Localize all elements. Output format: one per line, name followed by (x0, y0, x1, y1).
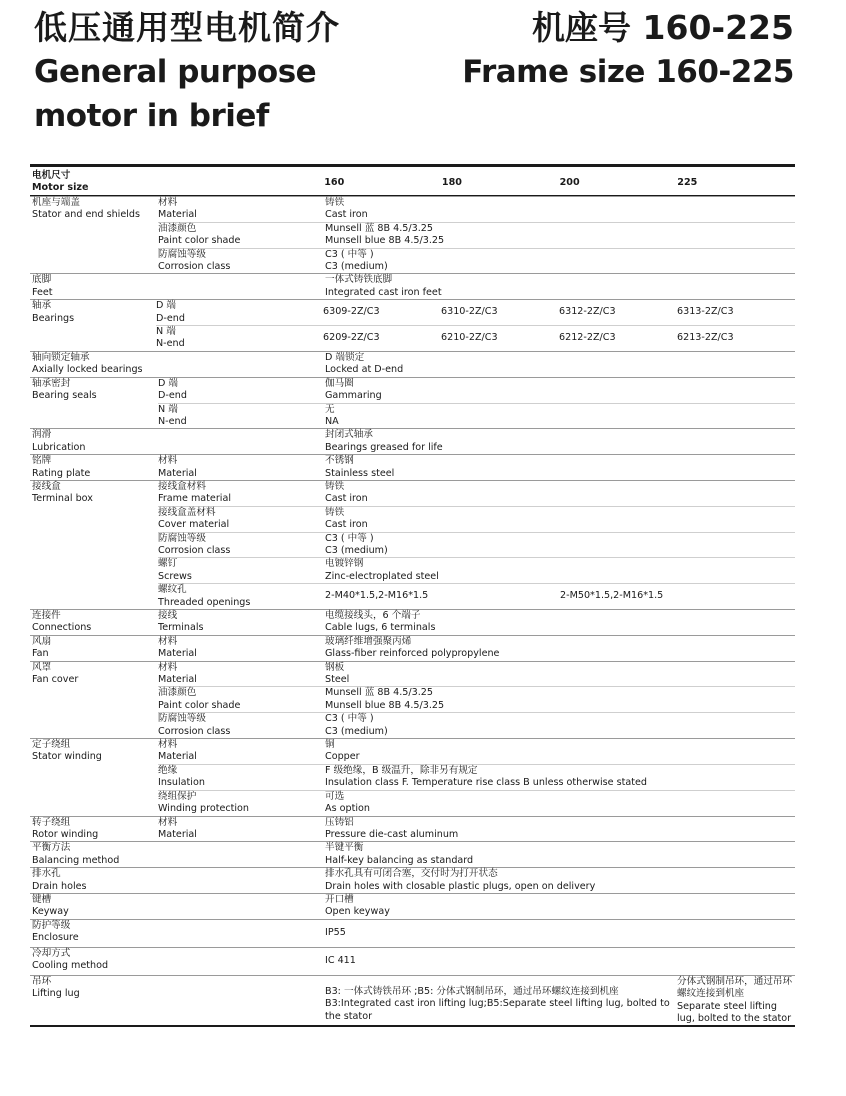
header-label-en: Motor size (32, 182, 89, 194)
table-row-rotor-winding: 转子绕组 Rotor winding 材料 Material 压铸铝 Pressure die-cast aluminum (30, 816, 795, 842)
table-row-enclosure: 防护等级 Enclosure IP55 (30, 919, 795, 947)
title-en-line2: motor in brief (34, 98, 269, 134)
table-row-fan: 风扇 Fan 材料 Material 玻璃纤维增强聚丙烯 Glass-fiber reinforced polypropylene (30, 635, 795, 661)
title-en-line1: General purpose (34, 54, 317, 90)
table-row-cooling-method: 冷却方式 Cooling method IC 411 (30, 947, 795, 975)
frame-title-zh: 机座号 160-225 (532, 8, 794, 47)
table-row-lifting-lug: 吊环 Lifting lug B3: 一体式铸铁吊环 ;B5: 分体式钢制吊环，通过吊环螺纹连接到机座 B3:Integrated cast iron lifting lug;B5:Separate steel lifting lug, bolted to the stator 分体式钢制吊环，通过吊环螺纹连接到机座 Separate steel lifting lug, bolted to the stator (30, 975, 795, 1026)
table-row-lubrication: 润滑 Lubrication 封闭式轴承 Bearings greased for life (30, 428, 795, 454)
table-row-stator-winding: 定子绕组 Stator winding 材料 Material 铜 Copper 绝缘 Insulation F 级绝缘，B 级温升，除非另有规定 Insulation class F. Temperature rise class B unless otherwise stated 绕组保护 Winding protection 可选 As option (30, 738, 795, 815)
table-row-keyway: 键槽 Keyway 开口槽 Open keyway (30, 893, 795, 919)
header-size-180: 180 (441, 177, 462, 188)
table-row-axially-locked: 轴向锁定轴承 Axially locked bearings D 端锁定 Locked at D-end (30, 351, 795, 377)
header-size-160: 160 (324, 177, 345, 188)
table-row-feet: 底脚 Feet 一体式铸铁底脚 Integrated cast iron feet (30, 273, 795, 299)
header-label-zh: 电机尺寸 (32, 170, 71, 181)
table-row-connections: 连接件 Connections 接线 Terminals 电缆接线头，6 个端子 Cable lugs, 6 terminals (30, 609, 795, 635)
header-size-200: 200 (559, 177, 580, 188)
table-row-fan-cover: 风罩 Fan cover 材料 Material 钢板 Steel 油漆颜色 Paint color shade Munsell 蓝 8B 4.5/3.25 Munsell blue 8B 4.5/3.25 防腐蚀等级 Corrosion class C3 ( 中等 ) C3 (medium) (30, 661, 795, 738)
table-row-balancing: 平衡方法 Balancing method 半键平衡 Half-key balancing as standard (30, 841, 795, 867)
table-header (30, 167, 795, 196)
table-row-rating-plate: 铭牌 Rating plate 材料 Material 不锈钢 Stainless steel (30, 454, 795, 480)
table-row-bearings: 轴承 Bearings D 端 D-end 6309-2Z/C3 6310-2Z/C3 6312-2Z/C3 6313-2Z/C3 N 端 N-end 6209-2Z/C3 6210-2Z/C3 6212-2Z/C3 6213-2Z/C3 (30, 299, 795, 351)
header-size-225: 225 (677, 177, 698, 188)
table-row-terminal-box: 接线盒 Terminal box 接线盒材料 Frame material 铸铁 Cast iron 接线盒盖材料 Cover material 铸铁 Cast iron 防腐蚀等级 Corrosion class C3 ( 中等 ) C3 (medium) 螺钉 Screws 电镀锌钢 Zinc-electroplated steel 螺纹孔 Threaded openings 2-M40*1.5,2-M16*1.5 2-M50*1.5,2-M16*1.5 (30, 480, 795, 609)
table-row-drain-holes: 排水孔 Drain holes 排水孔具有可闭合塞，交付时为打开状态 Drain holes with closable plastic plugs, open on delivery (30, 867, 795, 893)
frame-title-en: Frame size 160-225 (462, 54, 794, 90)
title-zh: 低压通用型电机简介 (34, 8, 340, 47)
table-row-stator: 机座与端盖 Stator and end shields 材料 Material 铸铁 Cast iron 油漆颜色 Paint color shade Munsell 蓝 8B 4.5/3.25 Munsell blue 8B 4.5/3.25 防腐蚀等级 Corrosion class C3 ( 中等 ) C3 (medium) (30, 196, 795, 273)
table-row-bearing-seals: 轴承密封 Bearing seals D 端 D-end 伽马圈 Gammaring N 端 N-end 无 NA (30, 377, 795, 429)
page-title (34, 6, 340, 138)
spec-table (30, 164, 795, 1027)
frame-title (462, 6, 794, 94)
